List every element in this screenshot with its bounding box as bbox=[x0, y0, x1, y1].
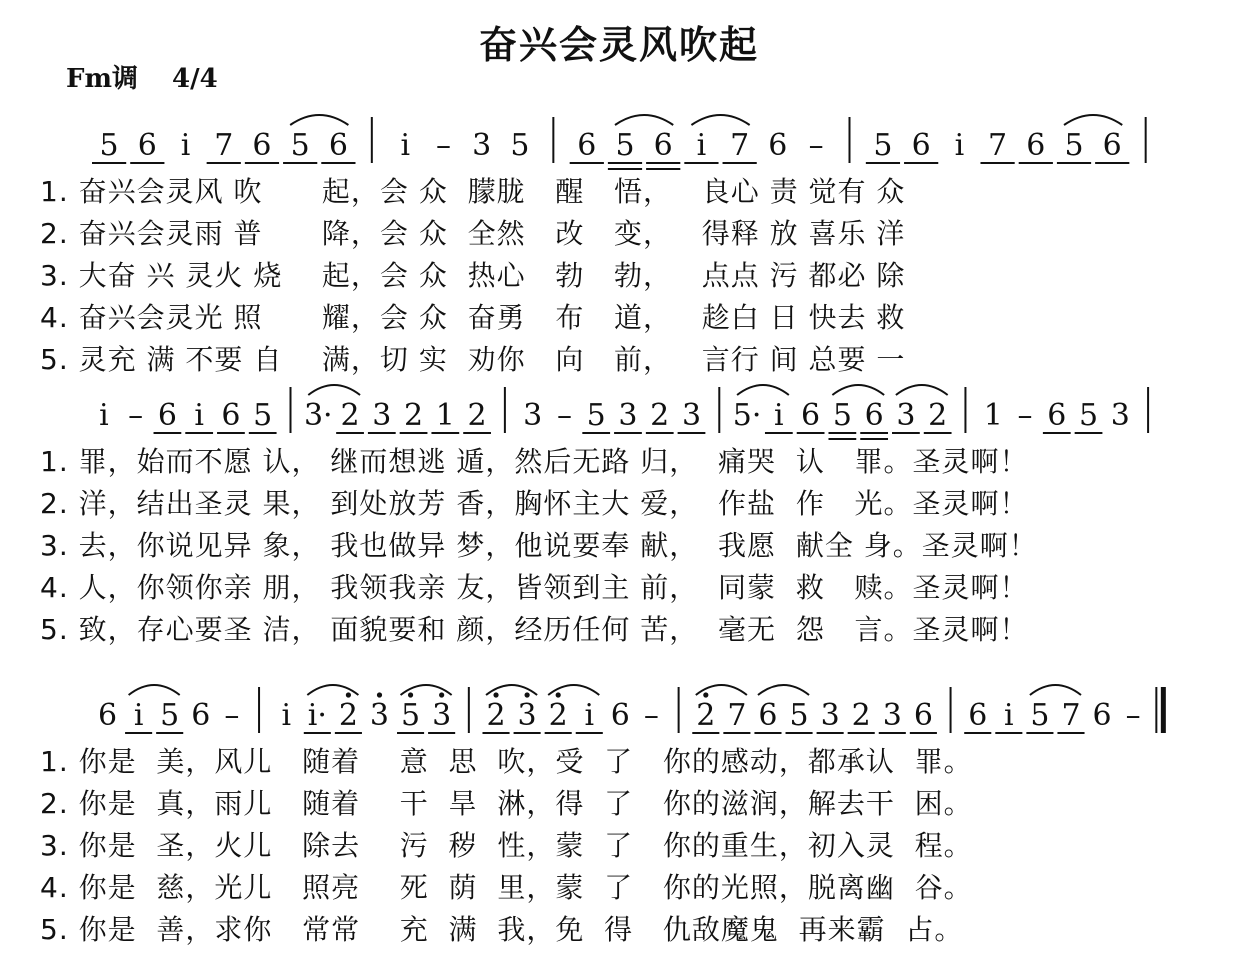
slur bbox=[1064, 115, 1122, 125]
song-title: 奋兴会灵风吹起 bbox=[478, 23, 759, 67]
slur bbox=[615, 115, 673, 125]
note: 6 bbox=[97, 698, 118, 733]
octave-dot bbox=[493, 692, 498, 697]
note: 5 bbox=[253, 398, 273, 433]
note: 3 bbox=[896, 398, 916, 433]
slur bbox=[308, 385, 360, 395]
note: i· bbox=[307, 698, 327, 733]
note: 6 bbox=[1102, 128, 1122, 163]
note: 5· bbox=[732, 398, 762, 433]
note: 2 bbox=[650, 398, 670, 433]
note: – bbox=[224, 698, 240, 733]
note: 2 bbox=[851, 698, 871, 733]
note: 3 bbox=[820, 698, 840, 733]
key-label: Fm调 bbox=[66, 64, 138, 94]
lyric-line-1-1: 1. 奋兴会灵风 吹 起，会 众 朦胧 醒 悟， 良心 责 觉有 众 bbox=[40, 175, 906, 208]
note: – bbox=[556, 398, 572, 433]
lyric-line-3-4: 4. 你是 慈，光儿 照亮 死 荫 里，蒙 了 你的光照，脱离幽 谷。 bbox=[40, 871, 973, 904]
note: 5 bbox=[586, 398, 606, 433]
note: – bbox=[128, 398, 144, 433]
note: 1 bbox=[435, 398, 455, 433]
note: 5 bbox=[99, 128, 119, 163]
slur bbox=[896, 385, 948, 395]
note: i bbox=[954, 128, 965, 163]
slur bbox=[548, 685, 599, 695]
note: – bbox=[1125, 698, 1141, 733]
slur bbox=[758, 685, 809, 695]
note: 6 bbox=[911, 128, 931, 163]
note: 3· bbox=[303, 398, 333, 433]
note: 5 bbox=[615, 128, 635, 163]
slur bbox=[486, 685, 537, 695]
system-2-notation bbox=[99, 385, 1148, 439]
octave-dot bbox=[703, 692, 708, 697]
note: 6 bbox=[864, 398, 884, 433]
note: 3 bbox=[523, 398, 543, 433]
note: i bbox=[400, 128, 411, 163]
note: 3 bbox=[882, 698, 902, 733]
note: 5 bbox=[789, 698, 809, 733]
note: 3 bbox=[432, 698, 452, 733]
note: i bbox=[99, 398, 109, 433]
note: 6 bbox=[653, 128, 673, 163]
octave-dot bbox=[346, 692, 351, 697]
lyric-line-1-3: 3. 大奋 兴 灵火 烧 起，会 众 热心 勃 勃， 点点 污 都必 除 bbox=[40, 259, 906, 292]
note: 6 bbox=[968, 698, 988, 733]
note: 6 bbox=[768, 128, 788, 163]
note: 3 bbox=[517, 698, 537, 733]
octave-dot bbox=[439, 692, 444, 697]
note: i bbox=[281, 698, 292, 733]
note: 6 bbox=[252, 128, 272, 163]
note: 2 bbox=[404, 398, 424, 433]
system-1-notation bbox=[92, 115, 1146, 169]
lyric-line-1-2: 2. 奋兴会灵雨 普 降，会 众 全然 改 变， 得释 放 喜乐 洋 bbox=[40, 217, 906, 250]
time-signature: 4/4 bbox=[171, 64, 218, 94]
lyric-line-3-3: 3. 你是 圣，火儿 除去 污 秽 性，蒙 了 你的重生，初入灵 程。 bbox=[40, 829, 973, 862]
lyric-line-3-1: 1. 你是 美，风儿 随着 意 思 吹，受 了 你的感动，都承认 罪。 bbox=[40, 745, 973, 778]
lyric-line-2-4: 4. 人，你领你亲 朋， 我领我亲 友，皆领到主 前， 同蒙 救 赎。圣灵啊！ bbox=[40, 571, 1029, 604]
note: i bbox=[133, 698, 144, 733]
note: 5 bbox=[290, 128, 310, 163]
note: – bbox=[808, 128, 824, 163]
octave-dot bbox=[556, 692, 561, 697]
note: 5 bbox=[873, 128, 893, 163]
note: 7 bbox=[1061, 698, 1081, 733]
note: 5 bbox=[1078, 398, 1099, 433]
note: 7 bbox=[727, 698, 747, 733]
note: 2 bbox=[696, 698, 716, 733]
note: – bbox=[643, 698, 659, 733]
note: i bbox=[180, 128, 191, 163]
note: 2 bbox=[548, 698, 568, 733]
note: – bbox=[435, 128, 451, 163]
note: 6 bbox=[913, 698, 933, 733]
note: 6 bbox=[191, 698, 211, 733]
note: i bbox=[194, 398, 204, 433]
note: 6 bbox=[1092, 698, 1112, 733]
note: 5 bbox=[401, 698, 421, 733]
note: 3 bbox=[369, 698, 390, 733]
note: 2 bbox=[338, 698, 358, 733]
note: 5 bbox=[1064, 128, 1084, 163]
lyric-line-2-5: 5. 致，存心要圣 洁， 面貌要和 颜，经历任何 苦， 毫无 怨 言。圣灵啊！ bbox=[40, 613, 1029, 646]
slur bbox=[1030, 685, 1081, 695]
lyric-line-3-2: 2. 你是 真，雨儿 随着 干 旱 淋，得 了 你的滋润，解去干 困。 bbox=[40, 787, 973, 820]
note: 6 bbox=[577, 128, 597, 163]
note: i bbox=[774, 398, 784, 433]
note: i bbox=[696, 128, 707, 163]
slur bbox=[307, 685, 358, 695]
note: 3 bbox=[372, 398, 392, 433]
octave-dot bbox=[377, 692, 382, 697]
note: 2 bbox=[467, 398, 487, 433]
note: 6 bbox=[758, 698, 778, 733]
note: 2 bbox=[928, 398, 948, 433]
note: 2 bbox=[340, 398, 360, 433]
octave-dot bbox=[525, 692, 530, 697]
lyric-line-2-3: 3. 去，你说见异 象， 我也做异 梦，他说要奉 献， 我愿 献全 身。圣灵啊！ bbox=[40, 529, 1038, 562]
lyric-line-1-5: 5. 灵充 满 不要 自 满，切 实 劝你 向 前， 言行 间 总要 一 bbox=[40, 343, 906, 376]
note: 7 bbox=[730, 128, 750, 163]
note: 6 bbox=[157, 398, 177, 433]
note: 6 bbox=[1047, 398, 1067, 433]
slur bbox=[832, 385, 884, 395]
octave-dot bbox=[408, 692, 413, 697]
slur bbox=[737, 385, 789, 395]
note: 3 bbox=[681, 398, 702, 433]
note: 7 bbox=[214, 128, 234, 163]
slur bbox=[691, 115, 749, 125]
lyric-line-2-2: 2. 洋，结出圣灵 果， 到处放芳 香，胸怀主大 爱， 作盐 作 光。圣灵啊！ bbox=[40, 487, 1029, 520]
note: 5 bbox=[1030, 698, 1050, 733]
lyric-line-3-5: 5. 你是 善，求你 常常 充 满 我，免 得 仇敌魔鬼 再来霸 占。 bbox=[40, 913, 964, 946]
note: 6 bbox=[328, 128, 348, 163]
note: 3 bbox=[472, 128, 492, 163]
note: 6 bbox=[1026, 128, 1046, 163]
note: 6 bbox=[801, 398, 821, 433]
note: 5 bbox=[510, 128, 530, 163]
slur bbox=[129, 685, 180, 695]
note: i bbox=[584, 698, 595, 733]
note: – bbox=[1017, 398, 1033, 433]
note: 2 bbox=[486, 698, 506, 733]
system-3-notation bbox=[98, 685, 1163, 733]
lyric-line-2-1: 1. 罪，始而不愿 认， 继而想逃 遁，然后无路 归， 痛哭 认 罪。圣灵啊！ bbox=[40, 445, 1029, 478]
slur bbox=[401, 685, 452, 695]
note: 1 bbox=[983, 398, 1003, 433]
note: 3 bbox=[1110, 398, 1130, 433]
note: 3 bbox=[618, 398, 638, 433]
note: i bbox=[1004, 698, 1014, 733]
note: 5 bbox=[832, 398, 852, 433]
slur bbox=[290, 115, 348, 125]
note: 6 bbox=[137, 128, 157, 163]
note: 6 bbox=[610, 698, 630, 733]
note: 6 bbox=[221, 398, 241, 433]
note: 7 bbox=[988, 128, 1008, 163]
lyric-line-1-4: 4. 奋兴会灵光 照 耀，会 众 奋勇 布 道， 趁白 日 快去 救 bbox=[40, 301, 906, 334]
note: 5 bbox=[160, 698, 180, 733]
slur bbox=[696, 685, 747, 695]
